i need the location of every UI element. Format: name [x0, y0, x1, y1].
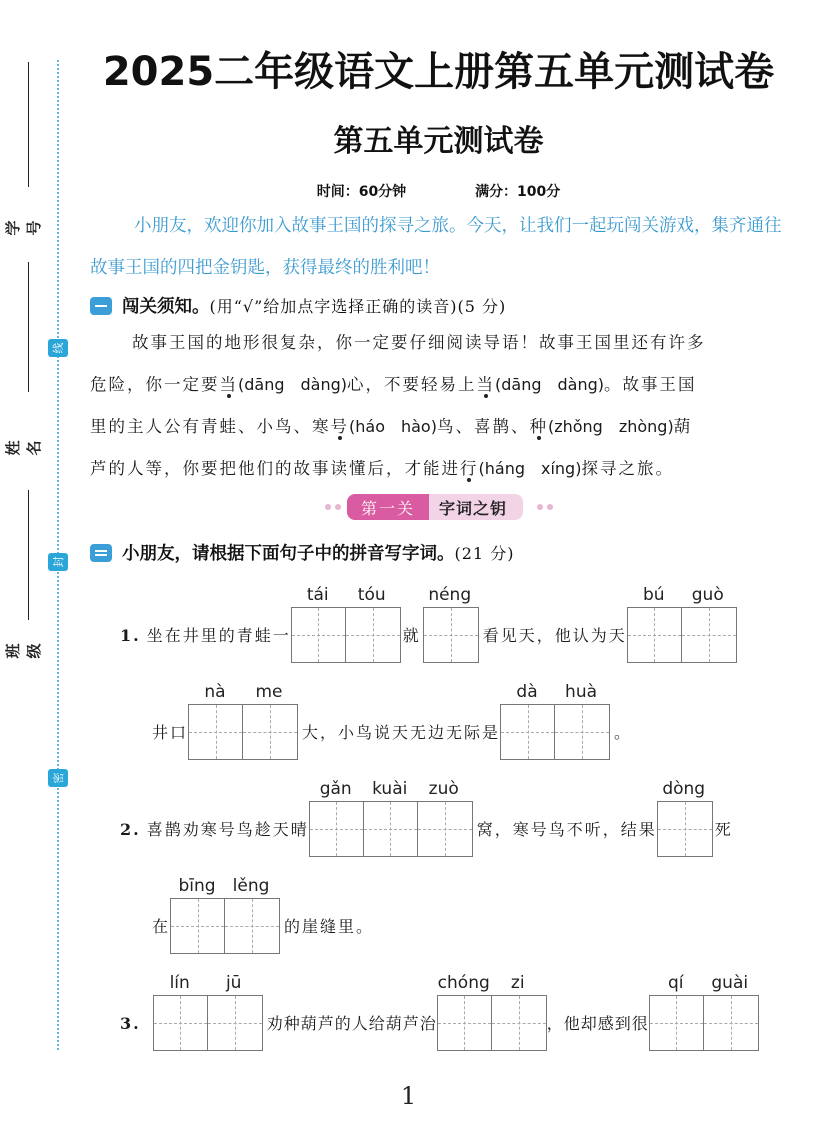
writing-cell[interactable]: [225, 899, 279, 953]
dotted-char: 种: [529, 417, 548, 436]
writing-cells[interactable]: [500, 704, 610, 760]
question-1-line-1: [120, 583, 737, 663]
passage-text: 心，不要轻易上: [347, 375, 477, 394]
passage-text: 里的主人公有青蛙、小鸟、寒: [90, 417, 331, 436]
question-2-line-2: [152, 874, 374, 954]
question-text-segment: 在: [152, 917, 171, 936]
question-number: 1.: [120, 626, 141, 645]
writing-cells[interactable]: [153, 995, 263, 1051]
writing-cell[interactable]: [492, 996, 546, 1050]
section-1-passage: [90, 322, 795, 490]
question-3-line-1: [120, 971, 759, 1051]
writing-cell[interactable]: [424, 608, 478, 662]
pinyin: bīng: [178, 876, 216, 896]
question-text-segment: 。: [614, 723, 633, 742]
writing-cells[interactable]: [627, 607, 737, 663]
pinyin: lěng: [232, 876, 270, 896]
section-1-heading: [90, 293, 506, 318]
writing-cell[interactable]: [189, 705, 243, 759]
section-1-title: 闯关须知。: [122, 297, 210, 317]
answer-grid[interactable]: [649, 971, 759, 1051]
answer-grid[interactable]: [437, 971, 547, 1051]
pinyin-hint: [309, 777, 473, 801]
pinyin-hint: [500, 680, 610, 704]
time-limit: 时间：60分钟: [316, 184, 407, 200]
pinyin: nà: [204, 682, 226, 702]
question-1-line-2: [152, 680, 632, 760]
name-line-lower: [28, 490, 29, 620]
question-text-segment: 劝种葫芦的人给葫芦治: [266, 1014, 437, 1033]
section-2-heading: [90, 540, 514, 565]
answer-grid[interactable]: [657, 777, 713, 857]
main-title: 2025二年级语文上册第五单元测试卷: [102, 49, 775, 95]
section-number-one-icon: [90, 297, 112, 315]
writing-cell[interactable]: [346, 608, 400, 662]
pinyin-hint: [627, 583, 737, 607]
answer-grid[interactable]: [627, 583, 737, 663]
passage-text: 。故事王国: [604, 375, 697, 394]
question-text-segment: 的崖缝里。: [284, 917, 375, 936]
pinyin: jū: [225, 973, 242, 993]
passage-text: 鸟、喜鹊、: [436, 417, 530, 436]
pinyin-choice[interactable]: (dāng dàng): [495, 375, 605, 394]
pinyin: bú: [642, 585, 665, 605]
writing-cells[interactable]: [423, 607, 479, 663]
pinyin-hint: [437, 971, 547, 995]
writing-cell[interactable]: [438, 996, 492, 1050]
writing-cells[interactable]: [657, 801, 713, 857]
writing-cell[interactable]: [310, 802, 364, 856]
pinyin: dà: [516, 682, 538, 702]
pinyin: tóu: [357, 585, 386, 605]
answer-grid[interactable]: [500, 680, 610, 760]
question-text-segment: 窝，寒号鸟不听，结果: [476, 820, 657, 839]
pinyin-hint: [153, 971, 263, 995]
writing-cell[interactable]: [682, 608, 736, 662]
writing-cell[interactable]: [555, 705, 609, 759]
question-text-segment: 井口: [152, 723, 189, 742]
pinyin: kuài: [372, 779, 408, 799]
sub-title: 第五单元测试卷: [333, 124, 544, 159]
seal-badge-line: 线: [48, 339, 68, 357]
writing-cell[interactable]: [154, 996, 208, 1050]
exam-meta: [60, 181, 817, 201]
pinyin-hint: [657, 777, 713, 801]
writing-cells[interactable]: [170, 898, 280, 954]
question-number: 3.: [120, 1014, 141, 1033]
pinyin: lín: [169, 973, 190, 993]
question-text-segment: 死: [714, 820, 733, 839]
name-label: 姓名: [4, 436, 43, 456]
name-line-upper: [28, 262, 29, 392]
pinyin: zuò: [428, 779, 459, 799]
pinyin: néng: [428, 585, 472, 605]
level-banner: [325, 494, 553, 520]
level-label: 第一关: [347, 494, 429, 520]
writing-cell[interactable]: [171, 899, 225, 953]
dotted-char: 行: [460, 459, 479, 478]
writing-cell[interactable]: [243, 705, 297, 759]
writing-cells[interactable]: [291, 607, 401, 663]
writing-cell[interactable]: [650, 996, 704, 1050]
pinyin: dòng: [662, 779, 706, 799]
writing-cells[interactable]: [309, 801, 473, 857]
answer-grid[interactable]: [170, 874, 280, 954]
question-text-segment: 喜鹊劝寒号鸟趁天晴: [146, 820, 309, 839]
passage-text: 探寻之旅。: [581, 459, 674, 478]
answer-grid[interactable]: [309, 777, 473, 857]
question-text-segment: 大，小鸟说天无边无际是: [302, 723, 501, 742]
dotted-char: 当: [476, 375, 496, 394]
question-text: [120, 609, 291, 663]
pinyin: qí: [667, 973, 684, 993]
pinyin-hint: [188, 680, 298, 704]
section-2-score: (21 分): [454, 544, 515, 563]
pinyin: zi: [510, 973, 525, 993]
seal-badge-secret: 密: [48, 769, 68, 787]
writing-cell[interactable]: [292, 608, 346, 662]
question-text-segment: 坐在井里的青蛙一: [146, 626, 291, 645]
writing-cell[interactable]: [628, 608, 682, 662]
pinyin: me: [255, 682, 283, 702]
answer-grid[interactable]: [423, 583, 479, 663]
pinyin: guài: [711, 973, 749, 993]
pinyin-hint: [423, 583, 479, 607]
dotted-char: 当: [219, 375, 238, 394]
intro-text: 小朋友，欢迎你加入故事王国的探寻之旅。今天，让我们一起玩闯关游戏，集齐通往故事王国的四把金钥匙，获得最终的胜利吧！: [90, 216, 782, 278]
pinyin-choice[interactable]: (háo hào): [349, 417, 437, 436]
passage-text: 危险，你一定要: [90, 375, 220, 394]
answer-grid[interactable]: [188, 680, 298, 760]
writing-cell[interactable]: [501, 705, 555, 759]
banner-dots-left: [325, 504, 341, 510]
writing-cells[interactable]: [437, 995, 547, 1051]
passage-line-3: [90, 406, 795, 448]
question-text: [120, 997, 153, 1051]
passage-text: 葫: [673, 417, 693, 436]
answer-grid[interactable]: [153, 971, 263, 1051]
passage-line-4: [90, 448, 795, 490]
section-number-two-icon: [90, 544, 112, 562]
pinyin-choice[interactable]: (zhǒng zhòng): [547, 417, 674, 436]
section-2-title: 小朋友，请根据下面句子中的拼音写字词。: [122, 544, 455, 564]
seal-badge-seal: 封: [48, 553, 68, 571]
pinyin-choice[interactable]: (háng xíng): [478, 459, 582, 478]
class-label: 班级: [4, 639, 43, 659]
pinyin-hint: [170, 874, 280, 898]
full-score: 满分：100分: [475, 184, 561, 200]
question-text-segment: 就: [402, 626, 421, 645]
question-text-segment: 看见天，他认为天: [482, 626, 627, 645]
section-1-instruction: (用“√”给加点字选择正确的读音)(5 分): [209, 297, 507, 316]
question-text: [120, 803, 309, 857]
student-id-line: [28, 62, 29, 187]
answer-grid[interactable]: [291, 583, 401, 663]
writing-cell[interactable]: [364, 802, 418, 856]
pinyin-hint: [291, 583, 401, 607]
writing-cells[interactable]: [649, 995, 759, 1051]
writing-cells[interactable]: [188, 704, 298, 760]
writing-cell[interactable]: [658, 802, 712, 856]
student-id-label: 学号: [4, 216, 43, 236]
question-text-segment: ，他却感到很: [546, 1014, 649, 1033]
question-number: 2.: [120, 820, 141, 839]
passage-line-2: [90, 364, 795, 406]
page-number: 1: [400, 1082, 417, 1110]
writing-cell[interactable]: [208, 996, 262, 1050]
pinyin-choice[interactable]: (dāng dàng): [238, 375, 348, 394]
passage-text: 芦的人等，你要把他们的故事读懂后，才能进: [90, 459, 460, 478]
pinyin: gǎn: [319, 779, 352, 799]
pinyin: guò: [691, 585, 724, 605]
writing-cell[interactable]: [704, 996, 758, 1050]
pinyin-hint: [649, 971, 759, 995]
writing-cell[interactable]: [418, 802, 472, 856]
passage-line-1: 故事王国的地形很复杂，你一定要仔细阅读导语！故事王国里还有许多: [132, 333, 706, 352]
dotted-char: 号: [330, 417, 349, 436]
banner-dots-right: [537, 504, 553, 510]
pinyin: chóng: [437, 973, 490, 993]
question-2-line-1: [120, 777, 733, 857]
pinyin: tái: [306, 585, 329, 605]
pinyin: huà: [565, 682, 598, 702]
level-name: 字词之钥: [429, 494, 523, 520]
